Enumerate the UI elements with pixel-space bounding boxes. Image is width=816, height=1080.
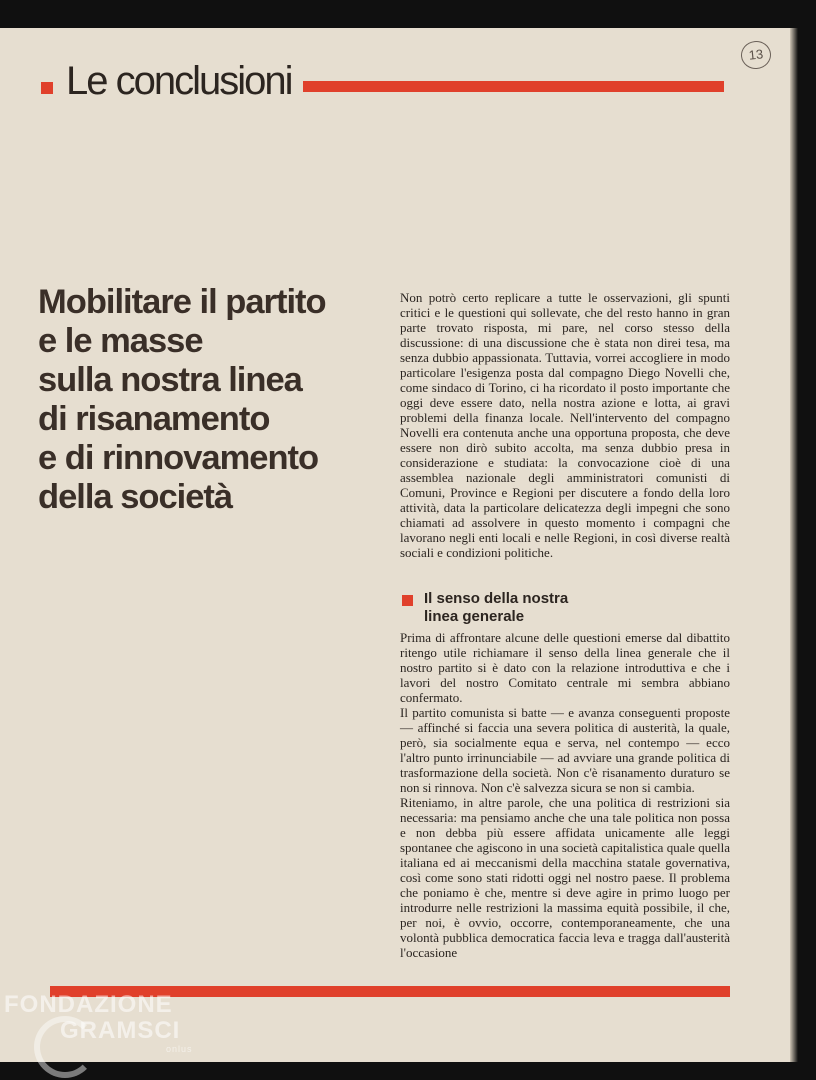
archive-watermark xyxy=(4,992,193,1054)
section-title: Le conclusioni xyxy=(66,59,292,103)
headline-line: Mobilitare il partito xyxy=(38,283,326,321)
subsection-title xyxy=(424,590,724,626)
main-text-column xyxy=(400,630,730,960)
watermark-line: onlus xyxy=(166,1044,193,1054)
watermark-line: FONDAZIONE xyxy=(4,991,173,1018)
headline-line: e di rinnovamento xyxy=(38,439,319,477)
body-paragraph: Riteniamo, in altre parole, che una politica di restrizioni sia necessaria: ma pensiamo anche che una tale politica non possa e non debba più essere affidata unicamente alle leggi spontanee che agiscono in una società capitalistica quale quella italiana ed ai meccanismi della macchina statale governativa, così come sono stati ridotti oggi nel nostro paese. Il problema che poniamo è che, mentre si deve agire in primo luogo per introdurre nelle restrizioni la massima equità possibile, il che, per noi, è ovvio, occorre, contemporaneamente, che una volontà pubblica democratica faccia leva e tragga dall'austerità l'occasione xyxy=(400,795,730,960)
headline-line: e le masse xyxy=(38,322,203,360)
article-headline xyxy=(38,283,383,517)
subsection-title-line: linea generale xyxy=(424,608,525,625)
headline-line: sulla nostra linea xyxy=(38,361,302,399)
subsection-marker-square xyxy=(402,595,413,606)
page-edge-shadow xyxy=(790,28,798,1062)
body-paragraph: Prima di affrontare alcune delle questioni emerse dal dibattito ritengo utile richiamare il senso della linea generale che il nostro partito si è dato con la relazione introduttiva e che i lavori del nostro Comitato centrale mi sembra abbiano confermato. xyxy=(400,630,730,705)
section-marker-square xyxy=(41,82,53,94)
headline-line: della società xyxy=(38,478,233,516)
subsection-title-line: Il senso della nostra xyxy=(424,590,569,607)
body-paragraph: Il partito comunista si batte — e avanza conseguenti proposte — affinché si faccia una severa politica di austerità, la quale, però, sia socialmente equa e serva, nel contempo — ecco l'altro punto irrinunciabile — ad avviare una grande politica di trasformazione della società. Non c'è risanamento duraturo se non si rinnova. Non c'è salvezza sicura se non si cambia. xyxy=(400,705,730,795)
intro-column xyxy=(400,290,730,560)
headline-line: di risanamento xyxy=(38,400,270,438)
page-number: 13 xyxy=(740,40,773,71)
intro-paragraph: Non potrò certo replicare a tutte le osservazioni, gli spunti critici e le questioni qui sollevate, che del resto hanno in gran parte trovato risposta, mi pare, nel corso stesso della discussione: di una discussione che è stata non direi tesa, ma senza dubbio appassionata. Tuttavia, vorrei accogliere in modo particolare l'esigenza posta dal compagno Diego Novelli che, come sindaco di Torino, ci ha ricordato il posto importante che oggi deve essere dato, nella nostra azione e lotta, ai gravi problemi della finanza locale. Nell'intervento del compagno Novelli era contenuta anche una opportuna proposta, che deve essere non dirò subito accolta, ma senza dubbio presa in considerazione e studiata: la convocazione cioè di una assemblea nazionale degli amministratori comunisti di Comuni, Province e Regioni per discutere a fondo della loro attività, data la particolare delicatezza degli impegni che sono chiamati ad assolvere in questo momento i compagni che lavorano negli enti locali e nelle Regioni, in così diverse realtà sociali e condizioni politiche. xyxy=(400,290,730,560)
watermark-line: GRAMSCI xyxy=(60,1017,181,1044)
section-title-rule xyxy=(303,81,724,92)
